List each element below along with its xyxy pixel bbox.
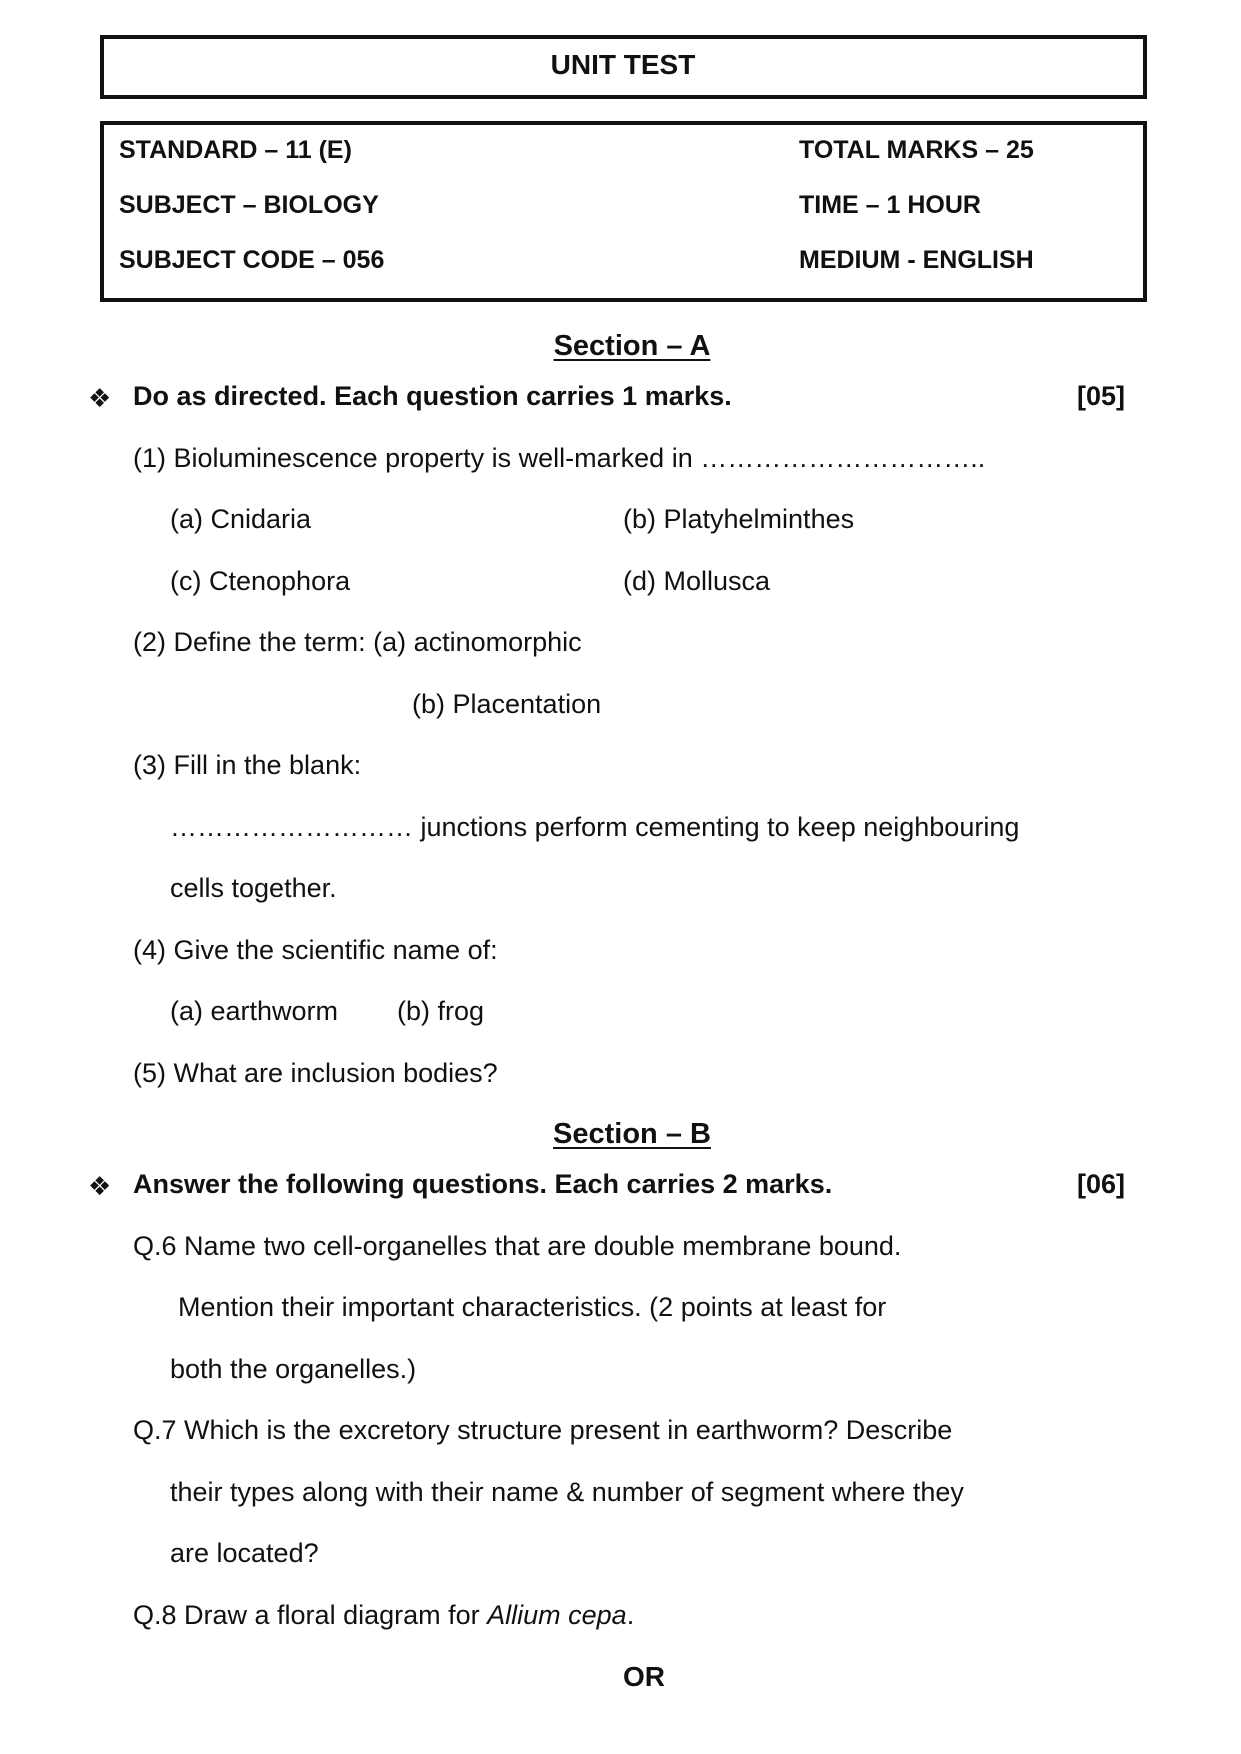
q8-species-name: Allium cepa [487,1600,627,1630]
q4-part-a: (a) earthworm [170,996,339,1026]
q1-option-d: (d) Mollusca [623,566,771,596]
page-title: UNIT TEST [550,49,696,80]
total-marks-label: TOTAL MARKS – 25 [799,136,1034,164]
question-6-line-1: Q.6 Name two cell-organelles that are double membrane bound. [133,1231,902,1261]
q4-part-b: (b) frog [397,996,485,1026]
section-b-instruction: Answer the following questions. Each carries 2 marks. [133,1169,833,1199]
section-a-marks: [05] [1077,381,1126,411]
section-b-marks: [06] [1077,1169,1126,1199]
medium-label: MEDIUM - ENGLISH [799,246,1034,274]
section-a-title: Section – A [553,330,711,362]
q8-suffix: . [626,1600,635,1630]
standard-label: STANDARD – 11 (E) [119,136,352,164]
section-a-instruction: Do as directed. Each question carries 1 marks. [133,381,732,411]
q1-option-a: (a) Cnidaria [170,504,312,534]
question-6-line-3: both the organelles.) [170,1354,417,1384]
question-4: (4) Give the scientific name of: [133,935,498,965]
question-6-line-2: Mention their important characteristics. (2 points at least for [178,1292,887,1322]
q3-line-1: ……………………… junctions perform cementing to keep neighbouring [170,812,1020,842]
or-separator: OR [623,1661,665,1692]
question-7-line-1: Q.7 Which is the excretory structure present in earthworm? Describe [133,1415,953,1445]
section-b-title: Section – B [553,1118,711,1150]
q2-part-b: (b) Placentation [412,689,602,719]
diamond-bullet-icon: ❖ [88,1171,112,1201]
question-3: (3) Fill in the blank: [133,750,362,780]
q3-line-2: cells together. [170,873,337,903]
question-1: (1) Bioluminescence property is well-marked in ………………………….. [133,443,986,473]
time-label: TIME – 1 HOUR [799,191,981,219]
q1-option-c: (c) Ctenophora [170,566,351,596]
question-2: (2) Define the term: (a) actinomorphic [133,627,582,657]
question-7-line-2: their types along with their name & number of segment where they [170,1477,964,1507]
question-8 [133,1600,634,1631]
question-7-line-3: are located? [170,1538,319,1568]
question-5: (5) What are inclusion bodies? [133,1058,498,1088]
q8-prefix: Q.8 Draw a floral diagram for [133,1600,488,1630]
diamond-bullet-icon: ❖ [88,383,112,413]
subject-code-label: SUBJECT CODE – 056 [119,246,385,274]
q1-option-b: (b) Platyhelminthes [623,504,855,534]
subject-label: SUBJECT – BIOLOGY [119,191,379,219]
